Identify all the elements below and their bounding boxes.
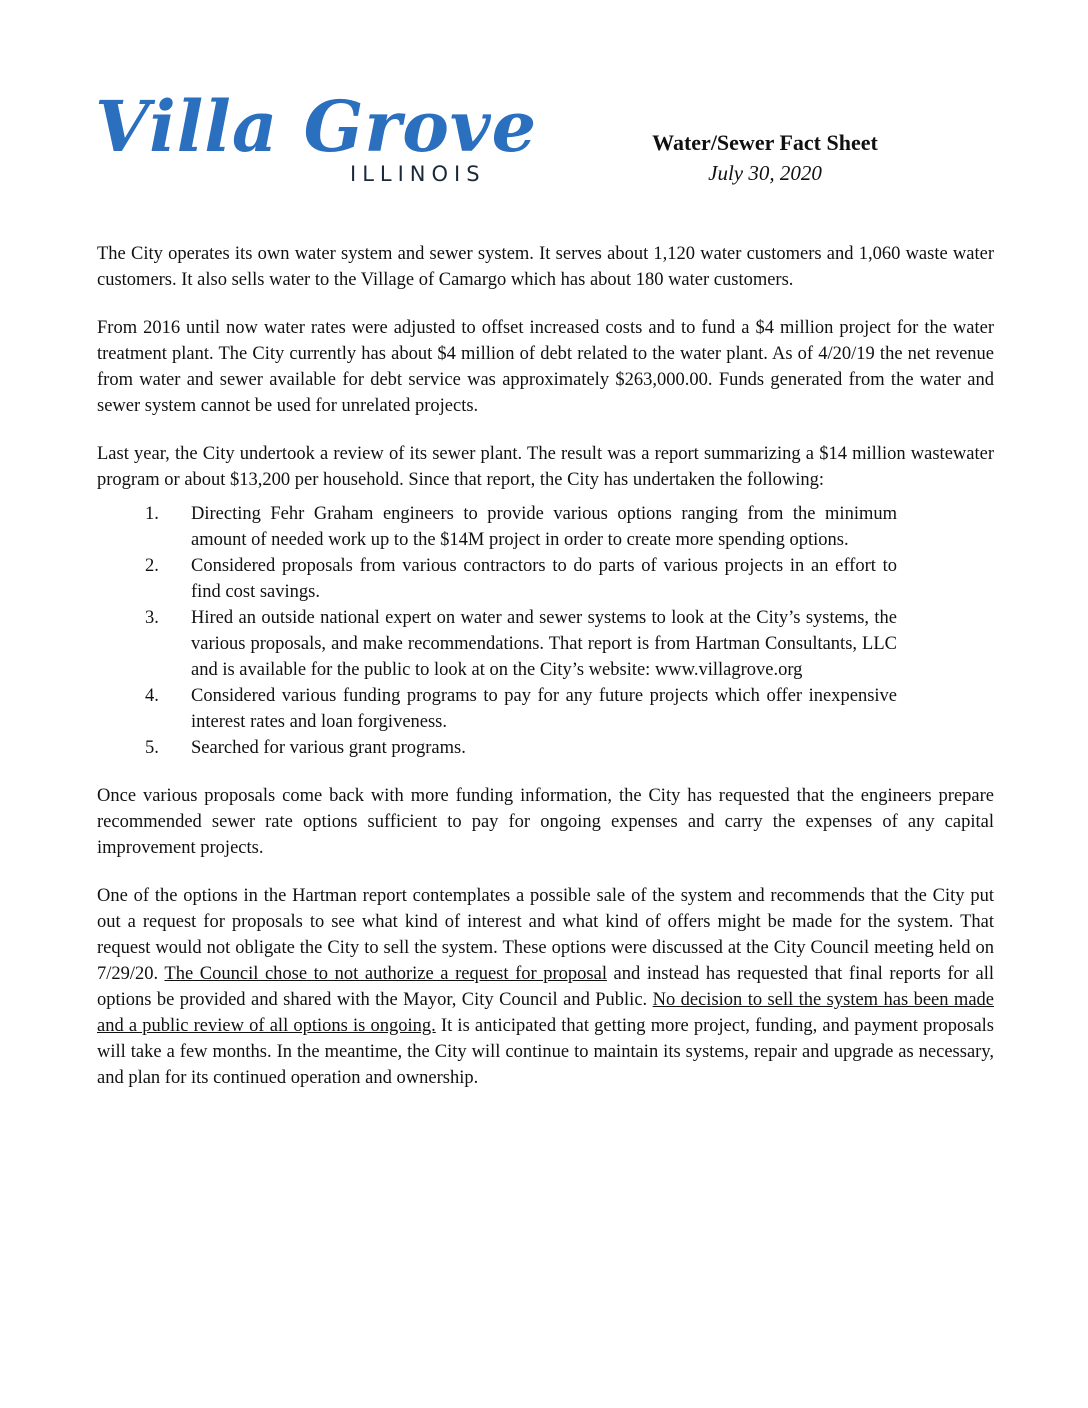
document-title: Water/Sewer Fact Sheet <box>652 130 878 155</box>
hartman-text-1: One of the options in the Hartman report contemplates a possible sale of the system and recommends that the City put out a request for proposals to see what kind of interest and what kind of offers might be made for the system. That request would not obligate the City to sell the system. These options were discussed at the City Council meeting held on 7/29/20. <box>97 886 994 984</box>
list-text: Considered various funding programs to pay for any future projects which offer inexpensive interest rates and loan forgiveness. <box>191 686 897 732</box>
council-decision-underlined: The Council chose to not authorize a request for proposal <box>164 964 607 984</box>
list-text: Directing Fehr Graham engineers to provide various options ranging from the minimum amount of needed work up to the $14M project in order to create more spending options. <box>191 504 897 550</box>
list-item <box>97 605 897 683</box>
list-text: Hired an outside national expert on water and sewer systems to look at the City’s systems, the various proposals, and make recommendations. That report is from Hartman Consultants, LLC and is available for the public to look at on the City’s website: www.villagrove.org <box>191 608 897 680</box>
list-item <box>97 683 897 735</box>
document-body <box>97 241 994 1113</box>
actions-list <box>97 501 897 761</box>
paragraph-hartman-report <box>97 883 994 1091</box>
list-item <box>97 553 897 605</box>
paragraph-rate-options: Once various proposals come back with more funding information, the City has requested that the engineers prepare recommended sewer rate options sufficient to pay for ongoing expenses and carry the expenses of any capital improvement projects. <box>97 786 994 858</box>
logo-state: ILLINOIS <box>350 162 486 186</box>
title-block <box>610 128 920 188</box>
paragraph-customers: The City operates its own water system and sewer system. It serves about 1,120 water customers and 1,060 waste water customers. It also sells water to the Village of Camargo which has about 180 water customers. <box>97 244 994 290</box>
hartman-text-2: and instead has requested that final reports for all options be provided and shared with the Mayor, City Council and Public. <box>97 964 995 1010</box>
list-number: 4. <box>145 686 159 706</box>
villa-grove-logo <box>95 85 538 192</box>
list-text: Considered proposals from various contractors to do parts of various projects in an effort to find cost savings. <box>191 556 897 602</box>
list-number: 2. <box>145 556 159 576</box>
list-number: 5. <box>145 738 159 758</box>
list-item <box>97 735 897 761</box>
list-number: 3. <box>145 608 159 628</box>
logo-wordmark: Villa Grove <box>95 85 538 168</box>
list-text: Searched for various grant programs. <box>191 738 466 758</box>
list-item <box>97 501 897 553</box>
hartman-text-3: It is anticipated that getting more project, funding, and payment proposals will take a few months. In the meantime, the City will continue to maintain its systems, repair and upgrade as necessary, and plan for its continued operation and ownership. <box>97 1016 995 1088</box>
document-date: July 30, 2020 <box>708 161 822 185</box>
paragraph-water-rates: From 2016 until now water rates were adjusted to offset increased costs and to fund a $4 million project for the water treatment plant. The City currently has about $4 million of debt related to the water plant. As of 4/20/19 the net revenue from water and sewer available for debt service was approximately $263,000.00. Funds generated from the water and sewer system cannot be used for unrelated projects. <box>97 318 994 416</box>
no-sale-decision-underlined: No decision to sell the system has been made and a public review of all options is ongoing. <box>97 990 994 1036</box>
paragraph-sewer-review: Last year, the City undertook a review of its sewer plant. The result was a report summarizing a $14 million wastewater program or about $13,200 per household. Since that report, the City has undertaken the following: <box>97 444 994 490</box>
list-number: 1. <box>145 504 159 524</box>
